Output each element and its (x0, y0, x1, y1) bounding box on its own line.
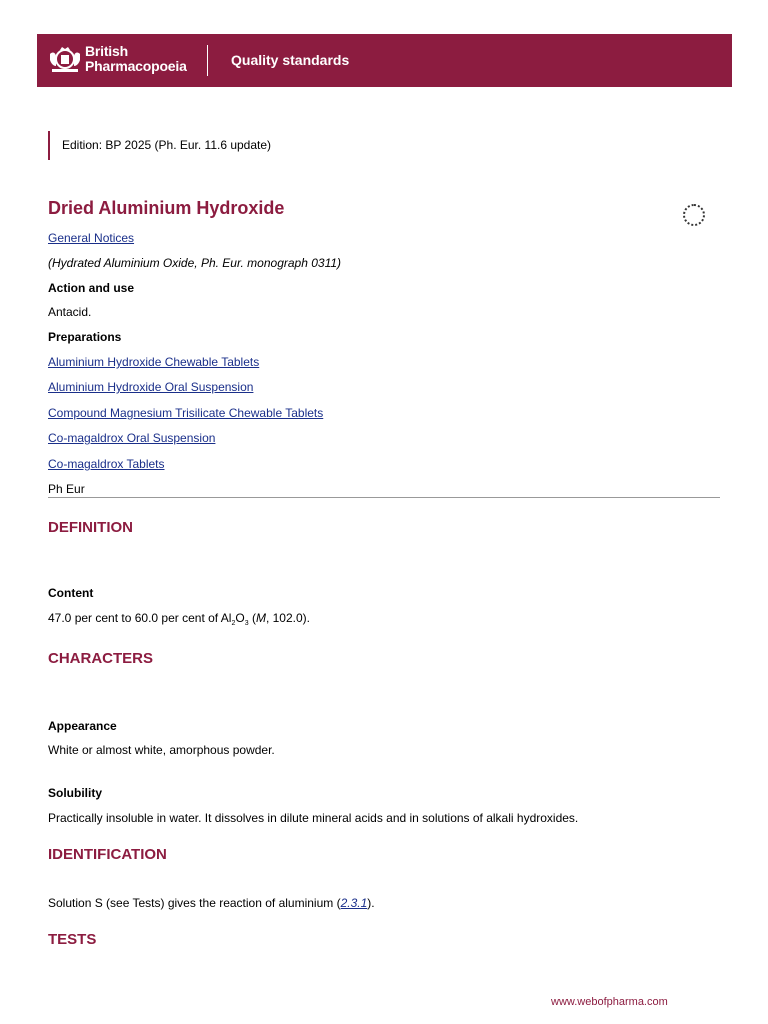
royal-crest-icon (48, 44, 82, 74)
preparation-link[interactable]: Co-magaldrox Tablets (48, 457, 165, 471)
brand-line-2: Pharmacopoeia (85, 58, 187, 74)
preparation-item (48, 355, 259, 369)
brand-line-1: British (85, 43, 128, 59)
identification-heading: IDENTIFICATION (48, 846, 167, 863)
section-divider (48, 497, 720, 498)
appearance-heading: Appearance (48, 719, 117, 733)
paren-open: ( (248, 611, 256, 625)
content-text (48, 611, 310, 627)
general-notices-link[interactable]: General Notices (48, 231, 135, 245)
identification-text-pre: Solution S (see Tests) gives the reaction of aluminium ( (48, 896, 341, 910)
brand-name[interactable] (85, 44, 187, 74)
preparation-item (48, 431, 215, 445)
action-text: Antacid. (48, 305, 92, 319)
preparation-link[interactable]: Aluminium Hydroxide Chewable Tablets (48, 355, 260, 369)
preparation-item (48, 457, 165, 471)
preparation-link[interactable]: Co-magaldrox Oral Suspension (48, 431, 216, 445)
action-heading: Action and use (48, 281, 135, 295)
preparation-link[interactable]: Compound Magnesium Trisilicate Chewable Tablets (48, 406, 324, 420)
preparations-heading: Preparations (48, 330, 122, 344)
solubility-heading: Solubility (48, 786, 102, 800)
oxygen-symbol: O (235, 611, 245, 625)
molar-mass-symbol: M (255, 611, 266, 625)
preparation-item (48, 406, 323, 420)
header-banner (37, 34, 732, 87)
content-text-pre: 47.0 per cent to 60.0 per cent of Al (48, 611, 232, 625)
preparation-link[interactable]: Aluminium Hydroxide Oral Suspension (48, 380, 254, 394)
identification-text (48, 896, 375, 910)
general-notices-line (48, 231, 134, 245)
appearance-text: White or almost white, amorphous powder. (48, 743, 275, 757)
monograph-subtitle: (Hydrated Aluminium Oxide, Ph. Eur. monograph 0311) (48, 256, 342, 270)
subscript-2: 2 (231, 620, 236, 627)
loading-spinner-icon (683, 204, 705, 226)
method-reference-link[interactable]: 2.3.1 (340, 896, 368, 910)
page-title: Dried Aluminium Hydroxide (48, 198, 285, 218)
content-text-post: , 102.0). (265, 611, 310, 625)
preparation-item (48, 380, 253, 394)
identification-text-post: ). (367, 896, 375, 910)
header-tagline: Quality standards (231, 52, 350, 68)
solubility-text: Practically insoluble in water. It dissolves in dilute mineral acids and in solutions of alkali hydroxides. (48, 811, 579, 825)
edition-label: Edition: BP 2025 (Ph. Eur. 11.6 update) (48, 131, 271, 160)
definition-heading: DEFINITION (48, 519, 133, 536)
header-divider (207, 45, 208, 76)
content-heading: Content (48, 586, 94, 600)
subscript-3: 3 (244, 620, 249, 627)
footer-url[interactable]: www.webofpharma.com (551, 996, 668, 1008)
ph-eur-label: Ph Eur (48, 482, 85, 496)
characters-heading: CHARACTERS (48, 650, 153, 667)
tests-heading: TESTS (48, 931, 97, 948)
